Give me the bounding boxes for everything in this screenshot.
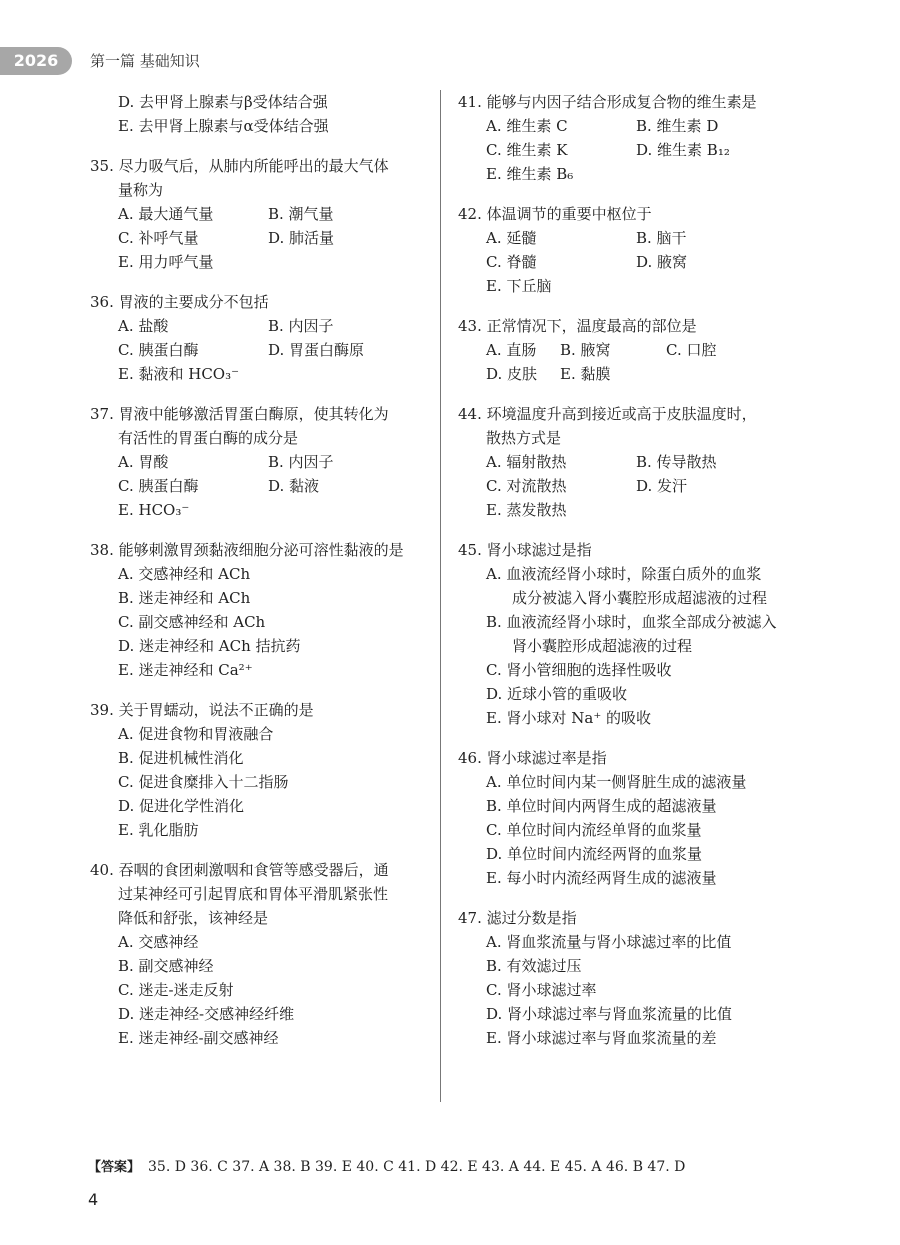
option-text: E. 迷走神经-副交感神经 [118,1029,279,1047]
option-text: 成分被滤入肾小囊腔形成超滤液的过程 [512,589,768,607]
option-row [458,362,803,386]
question-block [90,698,435,842]
option-text: E. 每小时内流经两肾生成的滤液量 [486,869,717,887]
option-row [90,634,435,658]
question-block [90,858,435,1050]
question-text: 39. 关于胃蠕动，说法不正确的是 [90,701,314,719]
option-text: A. 单位时间内某一侧肾脏生成的滤液量 [486,773,747,791]
option-row [458,338,803,362]
question-text: 37. 胃液中能够激活胃蛋白酶原，使其转化为 [90,405,389,423]
question-text: 量称为 [118,181,164,199]
answer-list: 35. D 36. C 37. A 38. B 39. E 40. C 41. D 42. E 43. A 44. E 45. A 46. B 47. D [148,1159,686,1175]
option-text: E. 下丘脑 [486,277,552,295]
option-text: D. 黏液 [268,477,320,495]
option-row [458,682,803,706]
page-number: 4 [88,1190,99,1209]
option-row [458,954,803,978]
question-text: 43. 正常情况下，温度最高的部位是 [458,317,697,335]
option-row [458,562,803,586]
option-text: C. 迷走-迷走反射 [118,981,234,999]
question-stem [90,698,435,722]
question-block [90,90,435,138]
option-text: A. 最大通气量 [118,205,214,223]
option-text: E. 黏液和 HCO₃⁻ [118,365,240,383]
question-stem-cont [90,906,435,930]
option-row [90,610,435,634]
option-text: B. 迷走神经和 ACh [118,589,251,607]
question-block [90,290,435,386]
option-text: A. 胃酸 [118,453,169,471]
option-text: A. 血液流经肾小球时，除蛋白质外的血浆 [486,565,762,583]
option-row [90,226,435,250]
question-stem [458,746,803,770]
option-text: B. 维生素 D [636,117,719,135]
option-row [458,794,803,818]
option-text: E. 肾小球对 Na⁺ 的吸收 [486,709,652,727]
option-row [90,586,435,610]
option-row [458,818,803,842]
question-text: 有活性的胃蛋白酶的成分是 [118,429,299,447]
question-stem-cont [90,178,435,202]
right-column [458,90,803,1066]
option-text: C. 胰蛋白酶 [118,341,199,359]
option-row [90,658,435,682]
option-text: E. 蒸发散热 [486,501,567,519]
option-text: B. 内因子 [268,317,334,335]
question-text: 41. 能够与内因子结合形成复合物的维生素是 [458,93,757,111]
question-stem-cont [90,426,435,450]
option-text: A. 直肠 [486,341,537,359]
question-text: 38. 能够刺激胃颈黏液细胞分泌可溶性黏液的是 [90,541,404,559]
option-row [90,338,435,362]
question-stem [458,202,803,226]
answer-key [88,1156,685,1179]
question-stem [458,402,803,426]
option-row [90,90,435,114]
question-text: 44. 环境温度升高到接近或高于皮肤温度时， [458,405,757,423]
option-text: E. 肾小球滤过率与肾血浆流量的差 [486,1029,717,1047]
option-text: B. 潮气量 [268,205,334,223]
option-text: A. 辐射散热 [486,453,567,471]
question-stem [458,906,803,930]
option-text: C. 维生素 K [486,141,568,159]
option-row [90,794,435,818]
option-text: D. 迷走神经和 ACh 拮抗药 [118,637,301,655]
option-row [458,978,803,1002]
option-row [458,1002,803,1026]
option-row [458,610,803,634]
option-row [458,474,803,498]
option-row [458,866,803,890]
option-row [90,562,435,586]
option-text: B. 血液流经肾小球时，血浆全部成分被滤入 [486,613,777,631]
question-text: 降低和舒张，该神经是 [118,909,269,927]
question-block [458,906,803,1050]
option-row [90,450,435,474]
option-text: B. 脑干 [636,229,687,247]
question-text: 过某神经可引起胃底和胃体平滑肌紧张性 [118,885,389,903]
option-row [458,138,803,162]
option-text: E. 去甲肾上腺素与α受体结合强 [118,117,329,135]
option-row [90,978,435,1002]
option-text: D. 发汗 [636,477,688,495]
option-row [458,274,803,298]
option-text: A. 促进食物和胃液融合 [118,725,274,743]
option-text: C. 口腔 [666,341,717,359]
question-block [90,538,435,682]
option-row [90,114,435,138]
question-stem-cont [90,882,435,906]
question-stem [90,154,435,178]
option-row [458,498,803,522]
option-text: C. 促进食糜排入十二指肠 [118,773,289,791]
option-text: C. 肾小球滤过率 [486,981,597,999]
question-stem [90,290,435,314]
option-row [458,706,803,730]
option-row [90,930,435,954]
option-text: C. 单位时间内流经单肾的血浆量 [486,821,702,839]
option-text: A. 肾血浆流量与肾小球滤过率的比值 [486,933,732,951]
option-text: D. 迷走神经-交感神经纤维 [118,1005,295,1023]
question-stem [90,538,435,562]
option-row [90,474,435,498]
option-row [458,1026,803,1050]
option-text: D. 胃蛋白酶原 [268,341,365,359]
question-block [458,314,803,386]
option-row [90,1002,435,1026]
option-row [458,114,803,138]
option-row [90,818,435,842]
option-text: D. 维生素 B₁₂ [636,141,730,159]
option-text: E. 乳化脂肪 [118,821,199,839]
question-text: 46. 肾小球滤过率是指 [458,749,607,767]
option-row [90,250,435,274]
option-text: D. 单位时间内流经两肾的血浆量 [486,845,703,863]
year-badge: 2026 [0,47,72,75]
option-text: B. 有效滤过压 [486,957,582,975]
option-text: E. 迷走神经和 Ca²⁺ [118,661,253,679]
option-text: D. 肾小球滤过率与肾血浆流量的比值 [486,1005,733,1023]
left-column [90,90,435,1066]
option-row [90,362,435,386]
option-text: C. 脊髓 [486,253,537,271]
answer-label: 【答案】 [88,1160,141,1175]
question-block [458,90,803,186]
question-block [458,538,803,730]
option-row [458,658,803,682]
option-text: C. 胰蛋白酶 [118,477,199,495]
question-block [90,154,435,274]
question-block [458,746,803,890]
question-block [458,402,803,522]
question-text: 40. 吞咽的食团刺激咽和食管等感受器后，通 [90,861,389,879]
option-text: D. 去甲肾上腺素与β受体结合强 [118,93,328,111]
option-text: A. 盐酸 [118,317,169,335]
option-row [90,1026,435,1050]
question-text: 散热方式是 [486,429,562,447]
option-text: A. 延髓 [486,229,537,247]
question-block [90,402,435,522]
option-text: D. 肺活量 [268,229,335,247]
option-text: A. 交感神经 [118,933,199,951]
question-stem [90,858,435,882]
chapter-title: 第一篇 基础知识 [90,52,200,70]
option-text: C. 副交感神经和 ACh [118,613,266,631]
option-row [90,722,435,746]
option-text: B. 腋窝 [560,341,611,359]
option-text: B. 内因子 [268,453,334,471]
option-text: E. 维生素 B₆ [486,165,574,183]
option-row [458,586,803,610]
option-text: 肾小囊腔形成超滤液的过程 [512,637,693,655]
option-row [458,250,803,274]
question-text: 45. 肾小球滤过是指 [458,541,592,559]
option-text: C. 肾小管细胞的选择性吸收 [486,661,672,679]
option-text: A. 交感神经和 ACh [118,565,251,583]
question-text: 36. 胃液的主要成分不包括 [90,293,269,311]
option-text: B. 传导散热 [636,453,717,471]
question-block [458,202,803,298]
option-text: D. 促进化学性消化 [118,797,245,815]
question-text: 35. 尽力吸气后，从肺内所能呼出的最大气体 [90,157,389,175]
option-text: D. 腋窝 [636,253,688,271]
question-stem [458,538,803,562]
question-text: 47. 滤过分数是指 [458,909,577,927]
option-text: A. 维生素 C [486,117,568,135]
option-text: D. 近球小管的重吸收 [486,685,628,703]
option-text: C. 补呼气量 [118,229,199,247]
question-stem [458,314,803,338]
question-text: 42. 体温调节的重要中枢位于 [458,205,652,223]
option-text: B. 促进机械性消化 [118,749,244,767]
option-row [458,450,803,474]
option-text: C. 对流散热 [486,477,567,495]
option-row [90,954,435,978]
option-text: E. 用力呼气量 [118,253,214,271]
question-stem [458,90,803,114]
option-row [458,634,803,658]
option-row [90,498,435,522]
option-row [458,226,803,250]
option-row [90,746,435,770]
option-row [90,770,435,794]
option-text: D. 皮肤 [486,365,538,383]
column-divider [440,90,441,1102]
option-row [458,842,803,866]
question-stem [90,402,435,426]
option-row [458,770,803,794]
question-stem-cont [458,426,803,450]
option-text: E. HCO₃⁻ [118,501,190,519]
option-row [458,930,803,954]
option-row [458,162,803,186]
option-text: B. 单位时间内两肾生成的超滤液量 [486,797,717,815]
option-row [90,314,435,338]
option-row [90,202,435,226]
option-text: E. 黏膜 [560,365,611,383]
option-text: B. 副交感神经 [118,957,214,975]
